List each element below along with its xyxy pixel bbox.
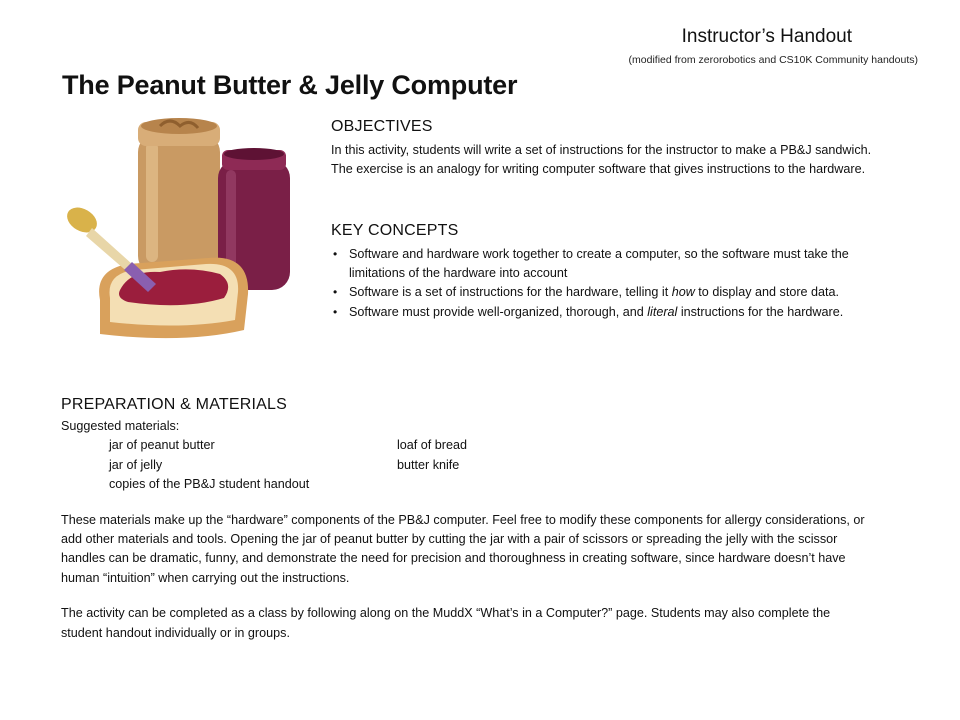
hardware-paragraph: These materials make up the “hardware” components of the PB&J computer. Feel free to modify these components for allergy considerations, or add other materials and tools. Opening the jar of peanut butter by cutting the jar with a pair of scissors or spreading the jelly with the scissor handles can be dramatic, funny, and demonstrate the need for precision and thoroughness in creating software, since hardware doesn’t have human “intuition” when carrying out the instructions. [61, 512, 865, 585]
material-item: loaf of bread [397, 438, 468, 453]
pbj-illustration [60, 112, 310, 342]
material-item: jar of peanut butter [109, 438, 215, 453]
handout-label: Instructor’s Handout [681, 26, 852, 47]
key-concepts-section [331, 222, 891, 322]
key-concept-item: • Software and hardware work together to create a computer, so the software must take the limitations of the hardware into account [331, 245, 891, 283]
source-note: (modified from zerorobotics and CS10K Community handouts) [628, 54, 918, 66]
material-item: butter knife [397, 457, 460, 472]
key-concepts-heading: KEY CONCEPTS [331, 222, 459, 239]
key-concepts-list [331, 245, 891, 322]
objectives-heading: OBJECTIVES [331, 118, 433, 135]
peanut-butter-jar [138, 118, 220, 274]
page-title: The Peanut Butter & Jelly Computer [62, 70, 518, 100]
preparation-section [61, 396, 901, 643]
material-item: copies of the PB&J student handout [109, 477, 310, 492]
material-item: jar of jelly [109, 457, 163, 472]
preparation-heading: PREPARATION & MATERIALS [61, 396, 287, 413]
suggested-materials-label: Suggested materials: [61, 419, 180, 433]
objectives-text: In this activity, students will write a set of instructions for the instructor to make a PB&J sandwich. The exercise is an analogy for writing computer software that gives instructions to the hardware. [331, 143, 872, 177]
activity-paragraph: The activity can be completed as a class by following along on the MuddX “What’s in a Computer?” page. Students may also complete the student handout individually or in groups. [61, 606, 831, 640]
key-concept-item: • Software is a set of instructions for the hardware, telling it how to display and store data. [331, 283, 891, 302]
key-concept-item: • Software must provide well-organized, thorough, and literal instructions for the hardware. [331, 303, 891, 322]
materials-list [109, 436, 901, 494]
bread-slice [99, 258, 248, 339]
objectives-section [331, 118, 891, 180]
